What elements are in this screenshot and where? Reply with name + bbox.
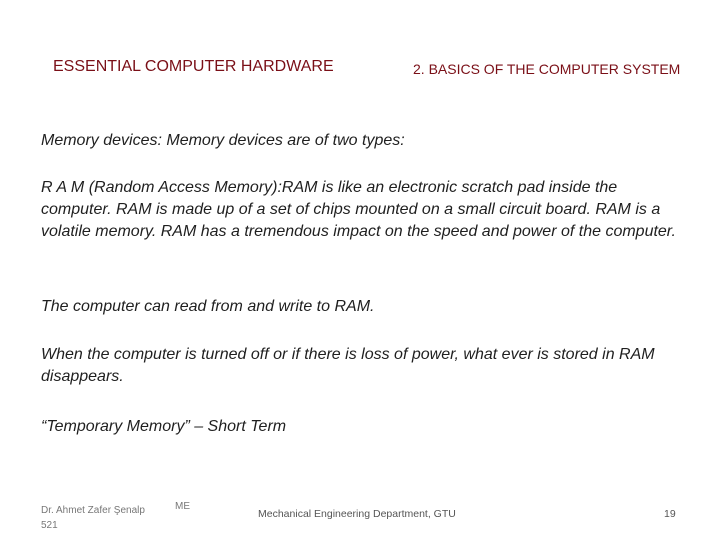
footer-page-number: 19 bbox=[664, 508, 676, 520]
slide-header-right-title: 2. BASICS OF THE COMPUTER SYSTEM bbox=[413, 61, 681, 77]
body-paragraph-temporary-memory: “Temporary Memory” – Short Term bbox=[41, 418, 287, 435]
footer-author bbox=[41, 503, 145, 533]
footer-course-code: ME bbox=[175, 501, 190, 512]
body-paragraph-power-loss: When the computer is turned off or if there is loss of power, what ever is stored in RAM disappears. bbox=[41, 346, 655, 385]
footer-author-name: Dr. Ahmet Zafer Şenalp bbox=[41, 505, 145, 516]
slide-header-left-title: ESSENTIAL COMPUTER HARDWARE bbox=[53, 58, 334, 75]
footer-department: Mechanical Engineering Department, GTU bbox=[258, 508, 456, 520]
body-paragraph-ram-definition: R A M (Random Access Memory):RAM is like an electronic scratch pad inside the computer. RAM is made up of a set of chips mounted on a small circuit board. RAM is a volatile memory. RAM has a tremendous impact on the speed and power of the computer. bbox=[41, 179, 676, 240]
body-paragraph-memory-devices: Memory devices: Memory devices are of two types: bbox=[41, 132, 405, 149]
footer-author-number: 521 bbox=[41, 520, 58, 531]
body-paragraph-read-write: The computer can read from and write to RAM. bbox=[41, 298, 375, 315]
